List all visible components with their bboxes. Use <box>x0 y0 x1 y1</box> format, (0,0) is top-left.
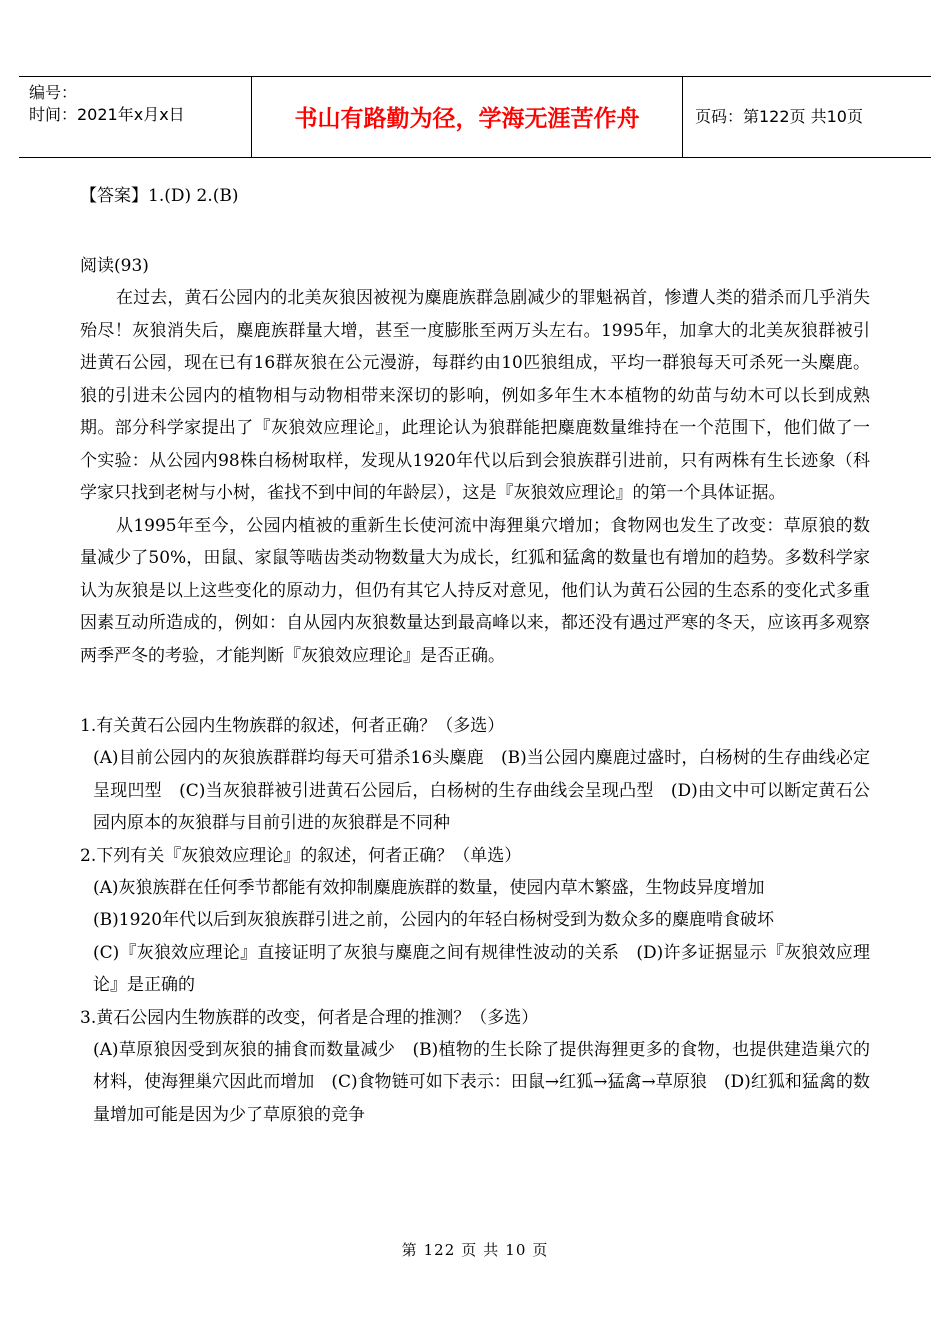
question-2-stem: 2.下列有关『灰狼效应理论』的叙述，何者正确？（单选） <box>80 845 522 866</box>
document-body <box>80 180 870 1131</box>
question-3-options: (A)草原狼因受到灰狼的捕食而数量减少 (B)植物的生长除了提供海狸更多的食物，也提供建造巢穴的材料，使海狸巢穴因此而增加 (C)食物链可如下表示：田鼠→红狐→猛禽→草原狼 (D)红狐和猛禽的数量增加可能是因为少了草原狼的竞争 <box>93 1039 870 1125</box>
footer-word-ye: 页 <box>461 1241 478 1259</box>
footer-word-gong: 共 <box>483 1241 500 1259</box>
footer-total-pages: 10 <box>505 1241 527 1259</box>
page-footer <box>0 1240 950 1260</box>
answer-line: 【答案】1.(D) 2.(B) <box>80 186 239 206</box>
footer-page-number: 122 <box>423 1241 456 1259</box>
footer-word-di: 第 <box>401 1241 418 1259</box>
motto-text: 书山有路勤为径，学海无涯苦作舟 <box>294 106 640 132</box>
reading-paragraph-2: 从1995年至今，公园内植被的重新生长使河流中海狸巢穴增加；食物网也发生了改变：草原狼的数量减少了50%，田鼠、家鼠等啮齿类动物数量大为成长，红狐和猛禽的数量也有增加的趋势。多数科学家认为灰狼是以上这些变化的原动力，但仍有其它人持反对意见，他们认为黄石公园的生态系的变化式多重因素互动所造成的，例如：自从园内灰狼数量达到最高峰以来，都还没有遇过严寒的冬天，应该再多观察两季严冬的考验，才能判断『灰狼效应理论』是否正确。 <box>80 515 870 666</box>
header-center-cell <box>252 77 683 157</box>
question-1-stem: 1.有关黄石公园内生物族群的叙述，何者正确？（多选） <box>80 716 505 736</box>
question-3-stem: 3.黄石公园内生物族群的改变，何者是合理的推测？（多选） <box>80 1007 539 1028</box>
question-1-options: (A)目前公园内的灰狼族群群均每天可猎杀16头麋鹿 (B)当公园内麋鹿过盛时，白杨树的生存曲线必定呈现凹型 (C)当灰狼群被引进黄石公园后，白杨树的生存曲线会呈现凸型 (D)由文中可以断定黄石公园内原本的灰狼群与目前引进的灰狼群是不同种 <box>93 748 870 833</box>
page-info: 页码：第122页 共10页 <box>695 107 863 126</box>
header-left-cell <box>19 77 252 157</box>
header-table <box>19 76 931 158</box>
reading-paragraph-1: 在过去，黄石公园内的北美灰狼因被视为麋鹿族群急剧减少的罪魁祸首，惨遭人类的猎杀而几乎消失殆尽！灰狼消失后，麋鹿族群量大增，甚至一度膨胀至两万头左右。1995年，加拿大的北美灰狼群被引进黄石公园，现在已有16群灰狼在公元漫游，每群约由10匹狼组成，平均一群狼每天可杀死一头麋鹿。狼的引进未公园内的植物相与动物相带来深切的影响，例如多年生木本植物的幼苗与幼木可以长到成熟期。部分科学家提出了『灰狼效应理论』，此理论认为狼群能把麋鹿数量维持在一个范围下，他们做了一个实验：从公园内98株白杨树取样，发现从1920年代以后到会狼族群引进前，只有两株有生长迹象（科学家只找到老树与小树，雀找不到中间的年龄层），这是『灰狼效应理论』的第一个具体证据。 <box>80 288 870 503</box>
reading-title: 阅读(93) <box>80 256 149 276</box>
time-label: 时间：2021年x月x日 <box>29 105 185 124</box>
header-right-cell <box>683 77 931 157</box>
question-2-option-b: (B)1920年代以后到灰狼族群引进之前，公园内的年轻白杨树受到为数众多的麋鹿啃食破坏 <box>93 910 775 930</box>
footer-word-ye-2: 页 <box>532 1241 549 1259</box>
question-2-option-cd: (C)『灰狼效应理论』直接证明了灰狼与麋鹿之间有规律性波动的关系 (D)许多证据显示『灰狼效应理论』是正确的 <box>93 942 870 995</box>
number-label: 编号： <box>29 83 78 102</box>
question-2-option-a: (A)灰狼族群在任何季节都能有效抑制麋鹿族群的数量，使园内草木繁盛，生物歧异度增加 <box>93 877 765 898</box>
